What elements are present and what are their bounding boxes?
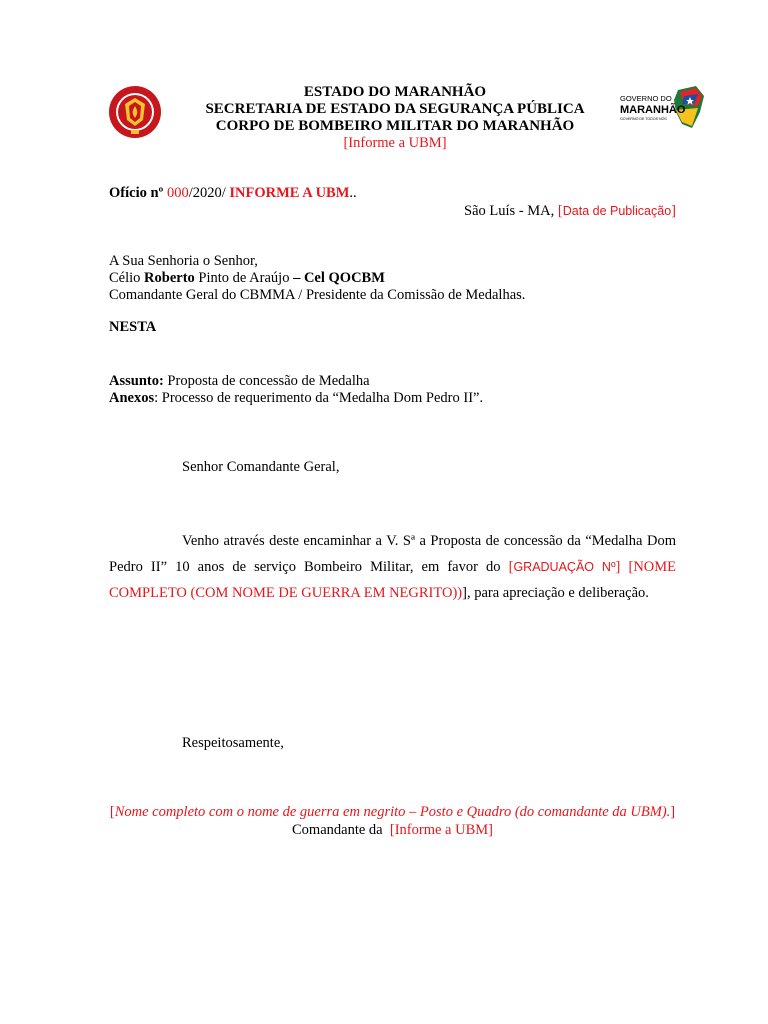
assunto-line xyxy=(109,373,483,390)
nesta-label: NESTA xyxy=(109,319,157,335)
addressee-name-rest: Pinto de Araújo xyxy=(198,270,290,286)
oficio-ubm: INFORME A UBM xyxy=(229,185,350,201)
anexos-label: Anexos xyxy=(109,390,155,406)
signature-block xyxy=(109,803,676,839)
body-text-2: ], para apreciação e deliberação. xyxy=(462,585,649,601)
addressee-salutation: A Sua Senhoria o Senhor, xyxy=(109,253,258,269)
body-paragraph: Venho através deste encaminhar a V. Sª a Proposta de concessão da “Medalha Dom Pedro II” 10 anos de serviço Bombeiro Militar, em favor do [GRADUAÇÃO Nº] [NOME COMPLETO (COM NOME DE GUERRA EM NEGRITO))], para apreciação e deliberação. xyxy=(109,533,677,601)
addressee-dash: – xyxy=(293,270,301,286)
signature-role: Comandante da xyxy=(292,822,383,838)
gov-logo-text-sub: GOVERNO DE TODOS NÓS xyxy=(620,117,667,121)
oficio-line xyxy=(109,185,357,202)
assunto-text: Proposta de concessão de Medalha xyxy=(167,373,370,389)
anexos-line xyxy=(109,390,483,407)
header-ubm-line: [Informe a UBM] xyxy=(343,135,447,151)
gov-logo-text-main: MARANHÃO xyxy=(620,104,686,116)
oficio-suffix: .. xyxy=(349,185,357,201)
addressee-block xyxy=(109,253,525,304)
signature-role-line: Comandante da [Informe a UBM] xyxy=(292,822,493,838)
signature-name-line: [Nome completo com o nome de guerra em negrito – Posto e Quadro (do comandante da UBM).] xyxy=(109,804,676,820)
body-graduacao-placeholder: GRADUAÇÃO Nº xyxy=(513,560,616,574)
document-header xyxy=(150,84,640,152)
oficio-label: Ofício nº xyxy=(109,185,164,201)
body-nome-placeholder: NOME COMPLETO (COM NOME DE GUERRA EM NEGRITO) xyxy=(109,559,677,601)
addressee-rank: Cel QOCBM xyxy=(303,270,385,286)
signature-ubm-placeholder: Informe a UBM xyxy=(394,822,489,838)
signature-name-placeholder: Nome completo com o nome de guerra em negrito – Posto e Quadro (do comandante da UBM). xyxy=(114,804,671,820)
oficio-year: /2020/ xyxy=(188,185,226,201)
maranhao-government-logo-icon xyxy=(618,82,710,134)
header-state: ESTADO DO MARANHÃO xyxy=(303,84,487,100)
closing: Respeitosamente, xyxy=(182,735,284,751)
assunto-label: Assunto: xyxy=(109,373,164,389)
addressee-name-first: Célio xyxy=(109,270,141,286)
gov-logo-text-top: GOVERNO DO xyxy=(620,94,672,103)
date-city: São Luís - MA, xyxy=(464,203,555,219)
body-text-1: Venho através deste encaminhar a V. Sª a Proposta de concessão da “Medalha Dom Pedro II” 10 anos de serviço Bombeiro Militar, em favor do xyxy=(109,533,676,575)
header-ubm-placeholder: Informe a UBM xyxy=(348,135,442,151)
header-corps: CORPO DE BOMBEIRO MILITAR DO MARANHÃO xyxy=(215,118,575,134)
oficio-number: 000 xyxy=(166,185,189,201)
addressee-name-bold: Roberto xyxy=(144,270,195,286)
header-secretariat: SECRETARIA DE ESTADO DA SEGURANÇA PÚBLICA xyxy=(205,101,585,117)
anexos-text: : Processo de requerimento da “Medalha Dom Pedro II”. xyxy=(154,390,484,406)
addressee-role: Comandante Geral do CBMMA / Presidente da Comissão de Medalhas. xyxy=(109,287,526,303)
subject-block xyxy=(109,373,483,407)
date-placeholder: Data de Publicação xyxy=(562,204,672,218)
salutation: Senhor Comandante Geral, xyxy=(182,459,340,475)
date-line: São Luís - MA, [Data de Publicação] xyxy=(464,203,676,219)
addressee-name xyxy=(109,270,525,287)
